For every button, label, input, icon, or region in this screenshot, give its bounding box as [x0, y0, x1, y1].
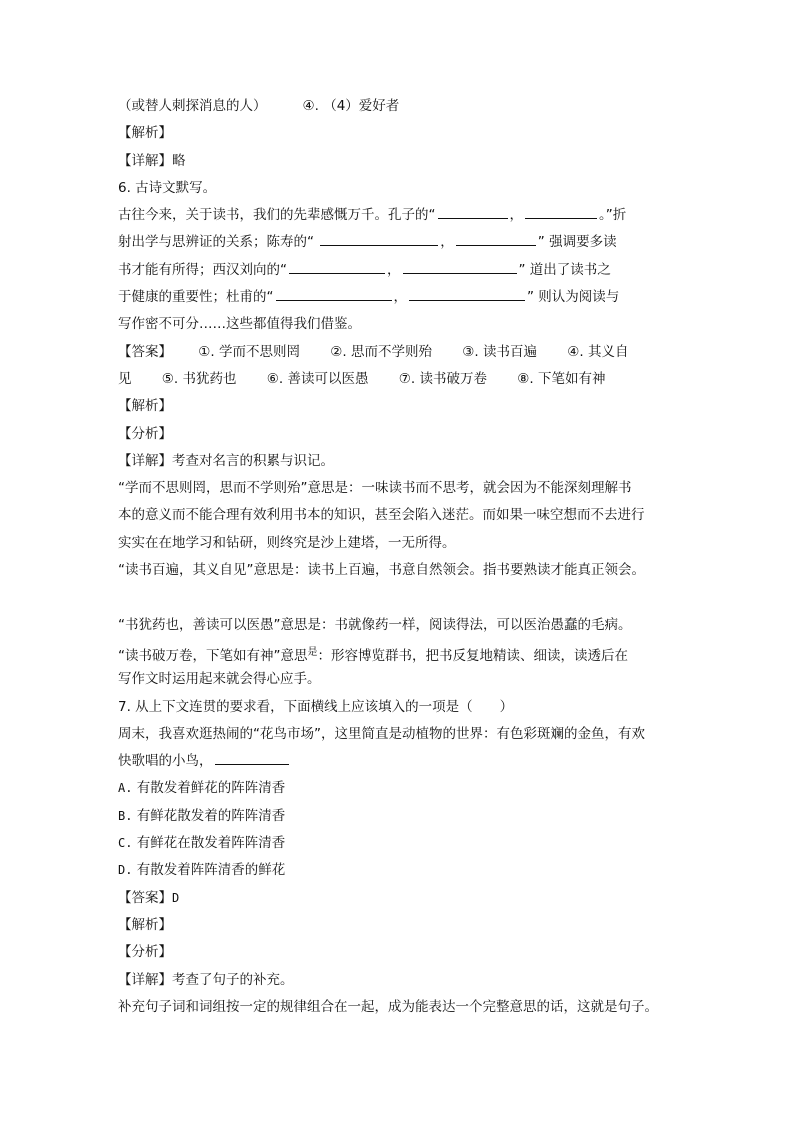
fill-blank[interactable] [409, 285, 525, 301]
text: ， [509, 207, 523, 224]
text: 射出学与思辨证的关系；陈寿的“ [118, 234, 319, 251]
explanation-line: “读书百遍，其义自见”意思是：读书上百遍，书意自然领会。指书要熟读才能真正领会。 [118, 562, 645, 579]
answer-value: D [172, 890, 180, 905]
fill-blank[interactable] [215, 749, 289, 765]
option-letter: B. [118, 808, 133, 823]
text: 古往今来，关于读书，我们的先辈感慨万千。孔子的“ [118, 207, 436, 224]
answer-num: ④. [302, 98, 319, 114]
detail-line [118, 967, 678, 994]
option-text: 有散发着阵阵清香的鲜花 [136, 862, 286, 879]
document-page [118, 93, 678, 1021]
text: “读书破万卷，下笔如有神”意思 [118, 647, 308, 664]
answer-num: ⑥. [266, 370, 284, 387]
answer-item: 善读可以医愚 [287, 370, 369, 387]
explanation-line: 实实在在地学习和钻研，则终究是沙上建塔，一无所得。 [118, 534, 456, 551]
answer-item: 思而不学则殆 [351, 343, 432, 360]
text: ：形容博览群书，把书反复地精读、细读，读透后在 [317, 647, 628, 664]
question-7-passage: 周末，我喜欢逛热闹的“花鸟市场”，这里简直是动植物的世界：有色彩斑斓的金鱼，有欢 [118, 725, 645, 742]
answer-num: ③. [462, 343, 479, 360]
question-6-answer-row-1 [118, 339, 678, 366]
text: 书才能有所得；西汉刘向的“ [118, 261, 287, 278]
answer-text: （或替人刺探消息的人） [118, 98, 267, 114]
fill-blank[interactable] [456, 230, 536, 246]
answer-item: 见 [118, 370, 132, 387]
question-7-passage [118, 748, 678, 775]
option-c[interactable] [118, 830, 678, 857]
spacer [118, 584, 678, 611]
fill-blank[interactable] [403, 258, 517, 274]
answer-label: 【答案】 [118, 889, 172, 906]
fill-blank[interactable] [289, 258, 385, 274]
detail-text: 略 [172, 152, 186, 169]
option-b[interactable] [118, 803, 678, 830]
text: ” 强调要多读 [537, 234, 617, 251]
detail-line [118, 148, 678, 175]
fill-blank[interactable] [320, 230, 438, 246]
explanation-line: “书犹药也，善读可以医愚”意思是：书就像药一样，阅读得法，可以医治愚蠢的毛病。 [118, 616, 632, 633]
question-6-line-2 [118, 229, 678, 256]
text: ， [387, 261, 401, 278]
fenxi-label: 【分析】 [118, 944, 172, 961]
question-6-line-1 [118, 202, 678, 229]
fill-blank[interactable] [438, 203, 508, 219]
option-text: 有散发着鲜花的阵阵清香 [136, 780, 286, 797]
answer-item: 读书破万卷 [419, 370, 487, 387]
answer-num: ⑤. [161, 370, 179, 387]
text: 于健康的重要性；杜甫的“ [118, 289, 274, 306]
detail-text: 考查了句子的补充。 [172, 971, 294, 988]
text: ” 道出了读书之 [518, 261, 611, 278]
answer-num: ⑧. [517, 370, 534, 387]
question-6-line-3 [118, 257, 678, 284]
option-a[interactable] [118, 775, 678, 802]
fill-blank[interactable] [525, 203, 597, 219]
detail-text: 考查对名言的积累与识记。 [172, 452, 334, 469]
answer-text: （4）爱好者 [323, 98, 400, 114]
explanation-line [118, 639, 678, 666]
question-7-title: 7. 从上下文连贯的要求看，下面横线上应该填入的一项是（ ） [118, 698, 514, 715]
analysis-label: 【解析】 [118, 916, 172, 933]
answer-num: ①. [198, 343, 215, 360]
analysis-label: 【解析】 [118, 125, 172, 142]
text: ” 则认为阅读与 [527, 289, 620, 306]
detail-label: 【详解】 [118, 971, 172, 988]
answer-item: 下笔如有神 [538, 370, 606, 387]
option-text: 有鲜花散发着的阵阵清香 [136, 807, 286, 824]
text: 快歌唱的小鸟， [118, 753, 213, 770]
question-7-answer [118, 885, 678, 912]
detail-label: 【详解】 [118, 452, 172, 469]
text: ， [393, 289, 407, 306]
answer-item: 学而不思则罔 [219, 343, 300, 360]
prev-answer-tail [118, 93, 678, 120]
explanation-line: 补充句子词和词组按一定的规律组合在一起，成为能表达一个完整意思的话，这就是句子。 [118, 998, 658, 1015]
option-letter: C. [118, 836, 133, 851]
explanation-line: 本的意义而不能合理有效利用书本的知识，甚至会陷入迷茫。而如果一味空想而不去进行 [118, 507, 645, 524]
text: ， [440, 234, 454, 251]
option-letter: A. [118, 781, 133, 796]
detail-label: 【详解】 [118, 152, 172, 169]
question-6-answer-row-2 [118, 366, 678, 393]
explanation-line: 写作文时运用起来就会得心应手。 [118, 671, 321, 688]
analysis-label: 【解析】 [118, 398, 172, 415]
explanation-line: “学而不思则罔，思而不学则殆”意思是：一味读书而不思考，就会因为不能深刻理解书 [118, 480, 632, 497]
fenxi-label: 【分析】 [118, 425, 172, 442]
question-6-line-4 [118, 284, 678, 311]
detail-line [118, 448, 678, 475]
answer-label: 【答案】 [118, 343, 172, 360]
answer-item: 书犹药也 [182, 370, 237, 387]
answer-num: ④. [567, 343, 584, 360]
option-d[interactable] [118, 857, 678, 884]
question-6-line-5: 写作密不可分……这些都值得我们借鉴。 [118, 316, 361, 333]
question-6-title: 6. 古诗文默写。 [118, 179, 217, 196]
answer-num: ②. [330, 343, 347, 360]
option-text: 有鲜花在散发着阵阵清香 [136, 835, 286, 852]
answer-item: 读书百遍 [483, 343, 537, 360]
option-letter: D. [118, 863, 133, 878]
answer-item: 其义自 [588, 343, 629, 360]
text: 。”折 [599, 207, 627, 224]
fill-blank[interactable] [276, 285, 392, 301]
answer-num: ⑦. [398, 370, 416, 387]
text: 是 [307, 646, 318, 658]
